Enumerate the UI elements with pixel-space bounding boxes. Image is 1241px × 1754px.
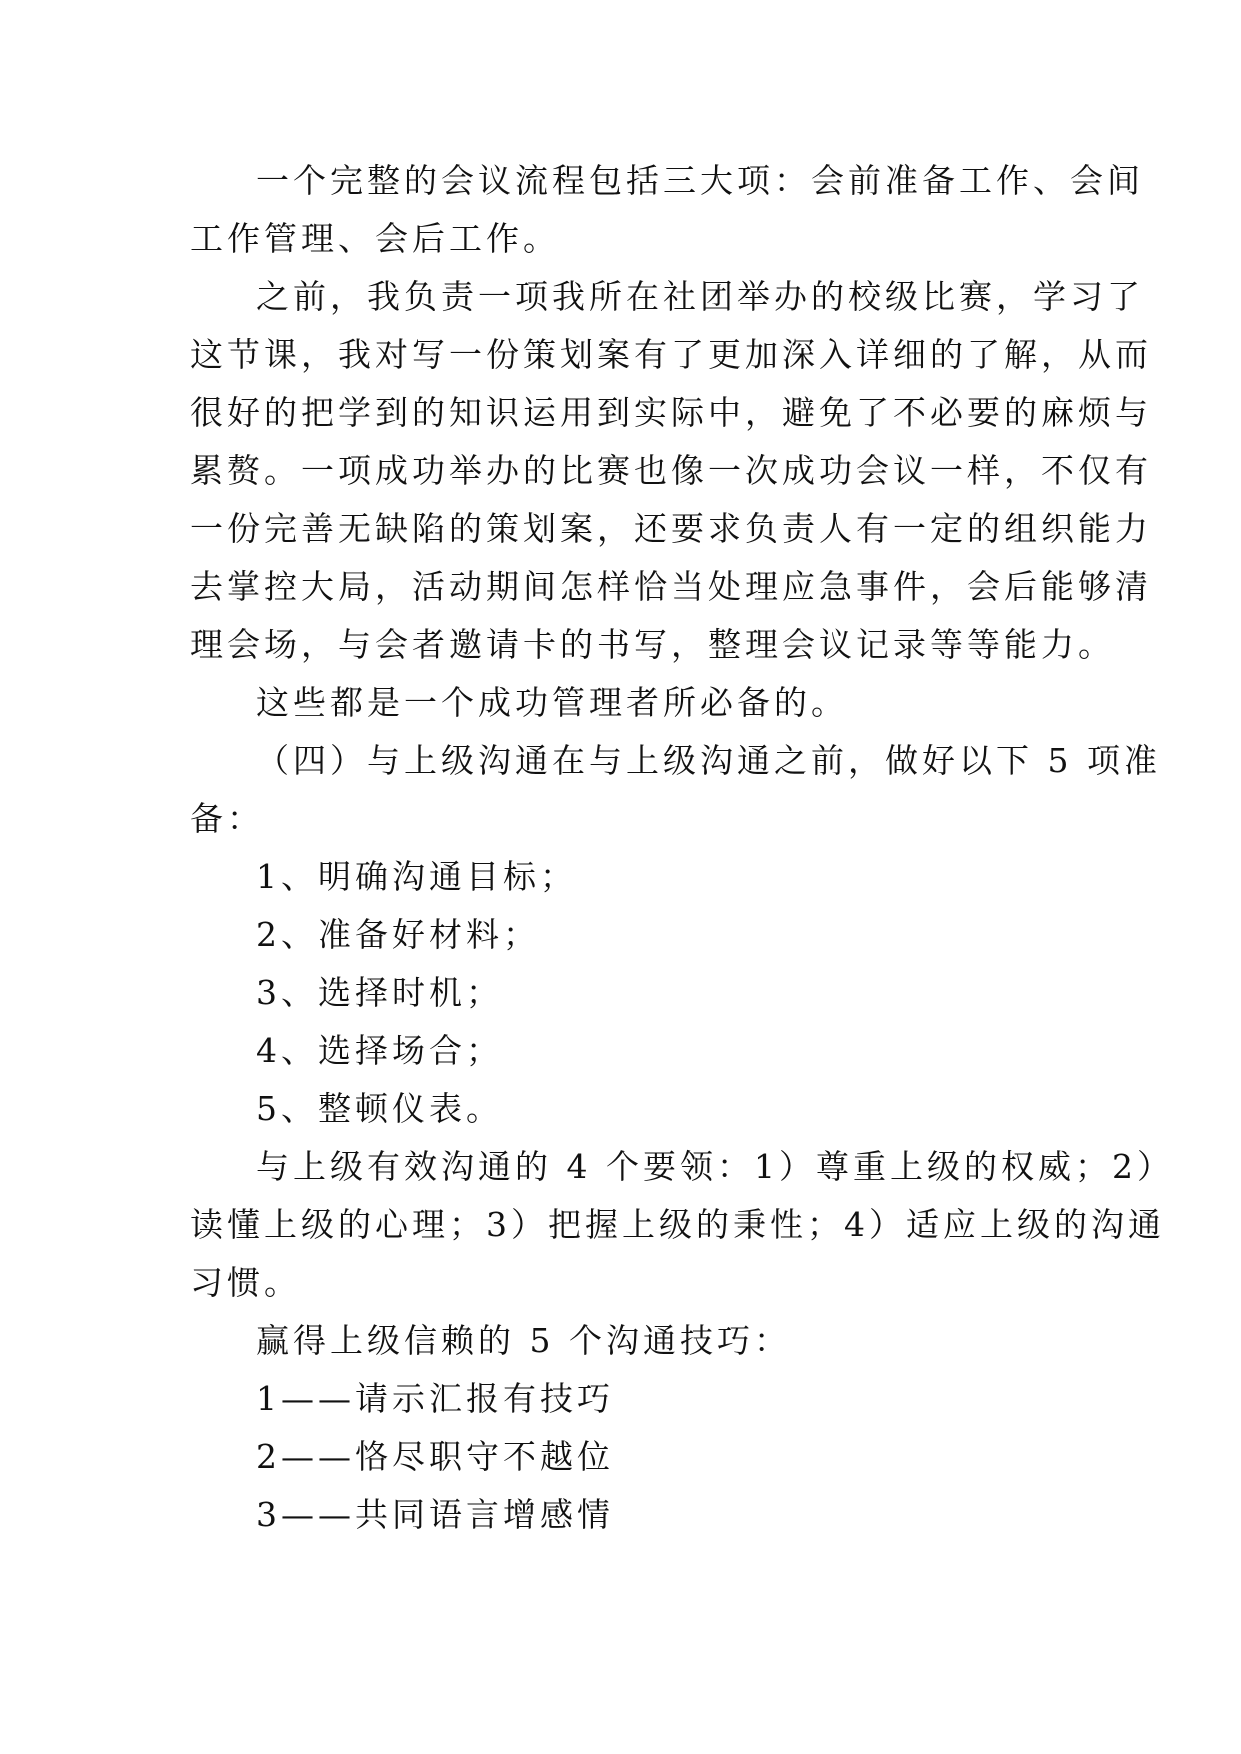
list-item: 1——请示汇报有技巧 [256,1379,614,1418]
list-item: 3——共同语言增感情 [256,1495,614,1534]
paragraph-line: 赢得上级信赖的 5 个沟通技巧： [256,1321,791,1360]
section-heading-line: （四）与上级沟通在与上级沟通之前，做好以下 5 项准 [256,741,1161,780]
paragraph-line: 一份完善无缺陷的策划案，还要求负责人有一定的组织能力 [190,509,1152,548]
list-item: 1、明确沟通目标； [256,857,577,896]
paragraph-line: 习惯。 [190,1263,301,1302]
paragraph-line: 一个完整的会议流程包括三大项：会前准备工作、会间 [256,161,1144,200]
paragraph-line: 去掌控大局，活动期间怎样恰当处理应急事件，会后能够清 [190,567,1152,606]
list-item: 5、整顿仪表。 [256,1089,503,1128]
list-item: 4、选择场合； [256,1031,503,1070]
paragraph-line: 与上级有效沟通的 4 个要领：1）尊重上级的权威；2） [256,1147,1174,1186]
document-body [190,152,1174,1544]
paragraph-line: 累赘。一项成功举办的比赛也像一次成功会议一样，不仅有 [190,451,1152,490]
paragraph-line: 之前，我负责一项我所在社团举办的校级比赛，学习了 [256,277,1144,316]
paragraph-line: 这些都是一个成功管理者所必备的。 [256,683,848,722]
list-item: 3、选择时机； [256,973,503,1012]
list-item: 2、准备好材料； [256,915,540,954]
paragraph-line: 读懂上级的心理；3）把握上级的秉性；4）适应上级的沟通 [190,1205,1165,1244]
paragraph-line: 工作管理、会后工作。 [190,219,560,258]
paragraph-line: 备： [190,799,264,838]
list-item: 2——恪尽职守不越位 [256,1437,614,1476]
paragraph-line: 很好的把学到的知识运用到实际中，避免了不必要的麻烦与 [190,393,1152,432]
paragraph-line: 理会场，与会者邀请卡的书写，整理会议记录等等能力。 [190,625,1115,664]
paragraph-line: 这节课，我对写一份策划案有了更加深入详细的了解，从而 [190,335,1152,374]
